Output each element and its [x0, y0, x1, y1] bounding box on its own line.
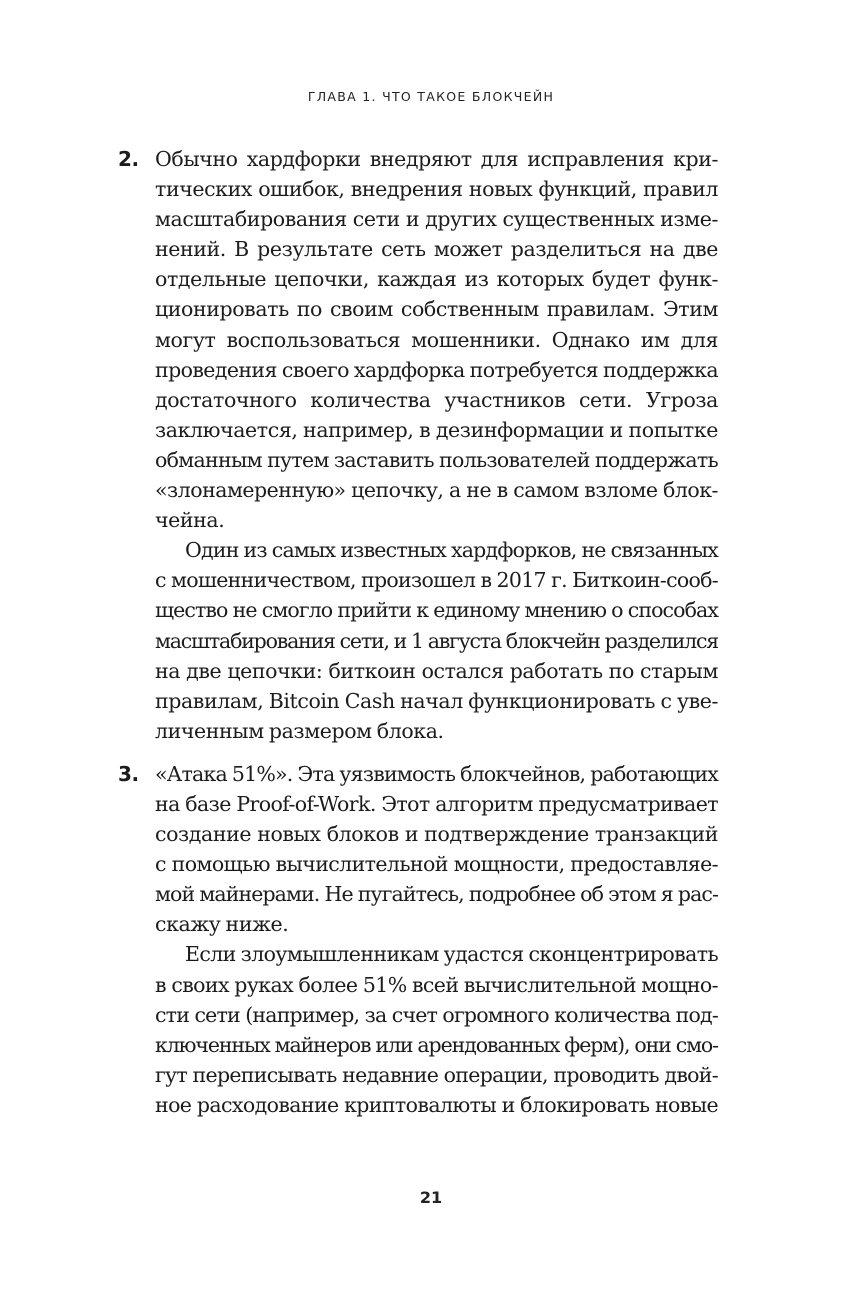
paragraph	[155, 939, 718, 1120]
text-line: в своих руках более 51% всей вычислительной мощно-	[155, 972, 718, 997]
running-head: ГЛАВА 1. ЧТО ТАКОЕ БЛОКЧЕЙН	[307, 89, 555, 104]
list-item-body	[155, 759, 718, 1120]
text-line: проведения своего хардфорка потребуется поддержка	[155, 357, 718, 382]
text-line: на две цепочки: биткоин остался работать по старым	[155, 658, 718, 683]
page-number: 21	[419, 1188, 443, 1207]
text-line: ционировать по своим собственным правилам. Этим	[155, 297, 718, 322]
text-line: щество не смогло прийти к единому мнению о способах	[155, 598, 718, 623]
text-line: создание новых блоков и подтверждение транзакций	[155, 822, 718, 847]
text-line: личенным размером блока.	[155, 718, 444, 743]
text-line: чейна.	[155, 508, 225, 533]
list-item-body	[155, 144, 718, 746]
text-line: масштабирования сети и других существенных изме-	[155, 207, 718, 232]
list-item	[118, 144, 718, 746]
text-line: Если злоумышленникам удастся сконцентрировать	[185, 942, 719, 967]
text-line: ное расходование криптовалюты и блокировать новые	[155, 1092, 718, 1117]
text-line: заключается, например, в дезинформации и попытке	[155, 417, 718, 442]
list-item-number: 2.	[118, 147, 139, 171]
text-line: с мошенничеством, произошел в 2017 г. Биткоин-сооб-	[155, 568, 718, 593]
text-line: правилам, Bitcoin Cash начал функционировать с уве-	[155, 688, 718, 713]
text-line: на базе Proof-of-Work. Этот алгоритм предусматривает	[155, 791, 718, 816]
text-line: масштабирования сети, и 1 августа блокчейн разделился	[155, 628, 718, 653]
text-line: обманным путем заставить пользователей поддержать	[155, 447, 718, 472]
text-line: «злонамеренную» цепочку, а не в самом взломе блок-	[155, 478, 718, 503]
text-line: «Атака 51%». Эта уязвимость блокчейнов, работающих	[155, 761, 718, 786]
body-text	[118, 144, 718, 1120]
list-item	[118, 759, 718, 1120]
text-line: ключенных майнеров или арендованных ферм), они смо-	[155, 1032, 718, 1057]
text-line: сти сети (например, за счет огромного количества под-	[155, 1002, 718, 1027]
paragraph	[155, 535, 718, 746]
text-line: Один из самых известных хардфорков, не связанных	[185, 538, 718, 563]
paragraph	[155, 144, 718, 535]
text-line: Обычно хардфорки внедряют для исправления кри-	[155, 147, 718, 171]
paragraph	[155, 759, 718, 940]
text-line: гут переписывать недавние операции, проводить двой-	[155, 1062, 718, 1087]
text-line: тических ошибок, внедрения новых функций, правил	[155, 177, 718, 202]
list-item-number: 3.	[118, 761, 139, 786]
text-line: нений. В результате сеть может разделиться на две	[155, 237, 718, 262]
text-line: могут воспользоваться мошенники. Однако им для	[155, 327, 718, 352]
text-line: с помощью вычислительной мощности, предоставляе-	[155, 852, 718, 877]
text-line: достаточного количества участников сети. Угроза	[155, 387, 718, 412]
text-line: скажу ниже.	[155, 912, 289, 937]
text-line: отдельные цепочки, каждая из которых будет функ-	[155, 267, 718, 292]
text-line: мой майнерами. Не пугайтесь, подробнее об этом я рас-	[155, 882, 718, 907]
